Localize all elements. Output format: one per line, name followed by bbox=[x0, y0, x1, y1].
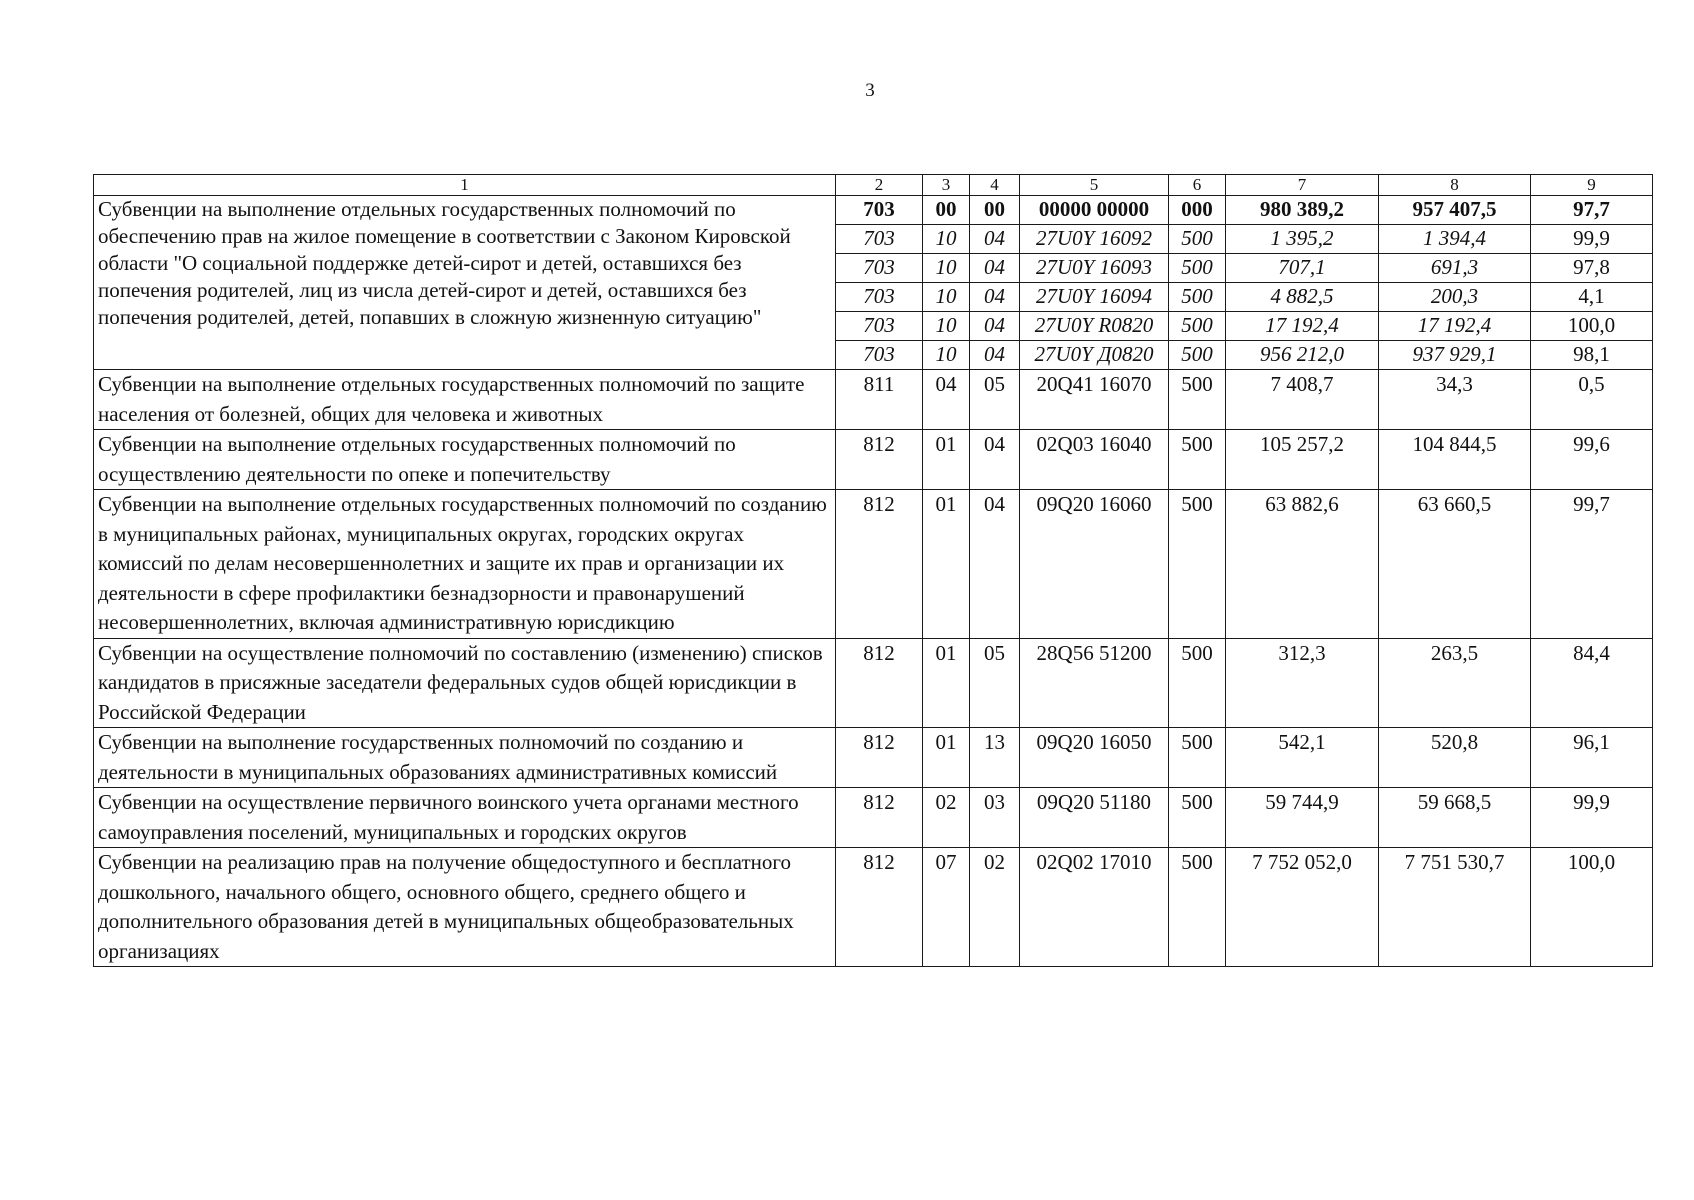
row-description: Субвенции на реализацию прав на получение общедоступного и бесплатного дошкольного, начального общего, основного общего, среднего общего и дополнительного образования детей в муниципальных общеобразовательных организациях bbox=[94, 848, 836, 967]
cell-subsection: 04 bbox=[970, 254, 1020, 283]
cell-subsection: 00 bbox=[970, 196, 1020, 225]
row-description: Субвенции на осуществление первичного воинского учета органами местного самоуправления поселений, муниципальных и городских округов bbox=[94, 788, 836, 848]
table-row bbox=[94, 848, 1653, 967]
cell-section: 10 bbox=[923, 225, 970, 254]
cell-plan: 105 257,2 bbox=[1226, 430, 1379, 490]
cell-admin-code: 703 bbox=[836, 341, 923, 370]
cell-plan: 956 212,0 bbox=[1226, 341, 1379, 370]
row-description: Субвенции на выполнение отдельных государственных полномочий по защите населения от болезней, общих для человека и животных bbox=[94, 370, 836, 430]
cell-section: 10 bbox=[923, 254, 970, 283]
cell-percent: 96,1 bbox=[1531, 728, 1653, 788]
cell-percent: 99,7 bbox=[1531, 490, 1653, 639]
cell-actual: 63 660,5 bbox=[1379, 490, 1531, 639]
cell-admin-code: 812 bbox=[836, 430, 923, 490]
cell-target-article: 27U0Y 16094 bbox=[1020, 283, 1169, 312]
header-cell: 8 bbox=[1379, 175, 1531, 196]
header-row bbox=[94, 175, 1653, 196]
cell-actual: 937 929,1 bbox=[1379, 341, 1531, 370]
cell-expense-type: 500 bbox=[1169, 430, 1226, 490]
cell-plan: 542,1 bbox=[1226, 728, 1379, 788]
cell-subsection: 04 bbox=[970, 312, 1020, 341]
cell-expense-type: 500 bbox=[1169, 728, 1226, 788]
cell-plan: 707,1 bbox=[1226, 254, 1379, 283]
header-cell: 9 bbox=[1531, 175, 1653, 196]
cell-expense-type: 500 bbox=[1169, 490, 1226, 639]
cell-actual: 34,3 bbox=[1379, 370, 1531, 430]
cell-admin-code: 703 bbox=[836, 283, 923, 312]
cell-target-article: 00000 00000 bbox=[1020, 196, 1169, 225]
cell-target-article: 27U0Y 16093 bbox=[1020, 254, 1169, 283]
cell-percent: 0,5 bbox=[1531, 370, 1653, 430]
cell-percent: 99,9 bbox=[1531, 225, 1653, 254]
cell-actual: 957 407,5 bbox=[1379, 196, 1531, 225]
table-row bbox=[94, 490, 1653, 639]
cell-expense-type: 500 bbox=[1169, 254, 1226, 283]
cell-percent: 84,4 bbox=[1531, 638, 1653, 728]
row-description: Субвенции на выполнение отдельных государственных полномочий по обеспечению прав на жилое помещение в соответствии с Законом Кировской области "О социальной поддержке детей-сирот и детей, оставшихся без попечения родителей, лиц из числа детей-сирот и детей, оставшихся без попечения родителей, детей, попавших в сложную жизненную ситуацию" bbox=[94, 196, 836, 370]
cell-section: 00 bbox=[923, 196, 970, 225]
cell-actual: 520,8 bbox=[1379, 728, 1531, 788]
cell-expense-type: 500 bbox=[1169, 788, 1226, 848]
table-row bbox=[94, 728, 1653, 788]
cell-admin-code: 703 bbox=[836, 254, 923, 283]
cell-plan: 312,3 bbox=[1226, 638, 1379, 728]
cell-plan: 63 882,6 bbox=[1226, 490, 1379, 639]
cell-section: 01 bbox=[923, 430, 970, 490]
cell-subsection: 04 bbox=[970, 341, 1020, 370]
cell-subsection: 04 bbox=[970, 430, 1020, 490]
cell-section: 10 bbox=[923, 283, 970, 312]
cell-actual: 1 394,4 bbox=[1379, 225, 1531, 254]
header-cell: 4 bbox=[970, 175, 1020, 196]
header-cell: 7 bbox=[1226, 175, 1379, 196]
row-description: Субвенции на выполнение отдельных государственных полномочий по созданию в муниципальных районах, муниципальных округах, городских округах комиссий по делам несовершеннолетних и защите их прав и организации их деятельности в сфере профилактики безнадзорности и правонарушений несовершеннолетних, включая административную юрисдикцию bbox=[94, 490, 836, 639]
cell-target-article: 27U0Y 16092 bbox=[1020, 225, 1169, 254]
cell-expense-type: 500 bbox=[1169, 312, 1226, 341]
cell-subsection: 03 bbox=[970, 788, 1020, 848]
cell-percent: 100,0 bbox=[1531, 312, 1653, 341]
cell-plan: 7 408,7 bbox=[1226, 370, 1379, 430]
cell-admin-code: 812 bbox=[836, 638, 923, 728]
cell-expense-type: 500 bbox=[1169, 341, 1226, 370]
cell-target-article: 27U0Y Д0820 bbox=[1020, 341, 1169, 370]
cell-section: 02 bbox=[923, 788, 970, 848]
table-row bbox=[94, 638, 1653, 728]
cell-section: 04 bbox=[923, 370, 970, 430]
cell-admin-code: 812 bbox=[836, 788, 923, 848]
cell-expense-type: 500 bbox=[1169, 370, 1226, 430]
cell-actual: 263,5 bbox=[1379, 638, 1531, 728]
cell-admin-code: 812 bbox=[836, 848, 923, 967]
budget-table bbox=[93, 174, 1653, 967]
cell-target-article: 02Q03 16040 bbox=[1020, 430, 1169, 490]
cell-actual: 200,3 bbox=[1379, 283, 1531, 312]
cell-target-article: 27U0Y R0820 bbox=[1020, 312, 1169, 341]
cell-admin-code: 703 bbox=[836, 196, 923, 225]
cell-plan: 1 395,2 bbox=[1226, 225, 1379, 254]
header-cell: 6 bbox=[1169, 175, 1226, 196]
cell-admin-code: 812 bbox=[836, 728, 923, 788]
header-cell: 3 bbox=[923, 175, 970, 196]
cell-plan: 4 882,5 bbox=[1226, 283, 1379, 312]
cell-admin-code: 703 bbox=[836, 312, 923, 341]
cell-percent: 97,8 bbox=[1531, 254, 1653, 283]
cell-subsection: 05 bbox=[970, 370, 1020, 430]
cell-plan: 7 752 052,0 bbox=[1226, 848, 1379, 967]
cell-admin-code: 811 bbox=[836, 370, 923, 430]
row-description: Субвенции на выполнение отдельных государственных полномочий по осуществлению деятельности по опеке и попечительству bbox=[94, 430, 836, 490]
cell-section: 01 bbox=[923, 638, 970, 728]
cell-plan: 980 389,2 bbox=[1226, 196, 1379, 225]
cell-admin-code: 812 bbox=[836, 490, 923, 639]
cell-plan: 59 744,9 bbox=[1226, 788, 1379, 848]
cell-section: 01 bbox=[923, 728, 970, 788]
cell-target-article: 09Q20 16050 bbox=[1020, 728, 1169, 788]
cell-admin-code: 703 bbox=[836, 225, 923, 254]
cell-percent: 99,9 bbox=[1531, 788, 1653, 848]
cell-target-article: 20Q41 16070 bbox=[1020, 370, 1169, 430]
cell-percent: 99,6 bbox=[1531, 430, 1653, 490]
cell-actual: 104 844,5 bbox=[1379, 430, 1531, 490]
cell-expense-type: 500 bbox=[1169, 225, 1226, 254]
cell-subsection: 04 bbox=[970, 490, 1020, 639]
page-number: 3 bbox=[865, 80, 875, 101]
cell-plan: 17 192,4 bbox=[1226, 312, 1379, 341]
cell-target-article: 09Q20 16060 bbox=[1020, 490, 1169, 639]
cell-target-article: 09Q20 51180 bbox=[1020, 788, 1169, 848]
cell-percent: 98,1 bbox=[1531, 341, 1653, 370]
cell-section: 07 bbox=[923, 848, 970, 967]
cell-target-article: 28Q56 51200 bbox=[1020, 638, 1169, 728]
cell-subsection: 02 bbox=[970, 848, 1020, 967]
table-row bbox=[94, 370, 1653, 430]
cell-subsection: 13 bbox=[970, 728, 1020, 788]
cell-subsection: 05 bbox=[970, 638, 1020, 728]
cell-actual: 17 192,4 bbox=[1379, 312, 1531, 341]
cell-section: 01 bbox=[923, 490, 970, 639]
cell-section: 10 bbox=[923, 312, 970, 341]
table-row bbox=[94, 788, 1653, 848]
header-cell: 5 bbox=[1020, 175, 1169, 196]
cell-actual: 691,3 bbox=[1379, 254, 1531, 283]
cell-percent: 97,7 bbox=[1531, 196, 1653, 225]
cell-actual: 7 751 530,7 bbox=[1379, 848, 1531, 967]
row-description: Субвенции на выполнение государственных полномочий по созданию и деятельности в муниципальных образованиях административных комиссий bbox=[94, 728, 836, 788]
table-row bbox=[94, 430, 1653, 490]
header-cell: 1 bbox=[94, 175, 836, 196]
cell-expense-type: 500 bbox=[1169, 638, 1226, 728]
cell-percent: 100,0 bbox=[1531, 848, 1653, 967]
row-description: Субвенции на осуществление полномочий по составлению (изменению) списков кандидатов в присяжные заседатели федеральных судов общей юрисдикции в Российской Федерации bbox=[94, 638, 836, 728]
cell-expense-type: 500 bbox=[1169, 283, 1226, 312]
cell-actual: 59 668,5 bbox=[1379, 788, 1531, 848]
cell-subsection: 04 bbox=[970, 225, 1020, 254]
cell-percent: 4,1 bbox=[1531, 283, 1653, 312]
header-cell: 2 bbox=[836, 175, 923, 196]
table-row bbox=[94, 196, 1653, 225]
cell-section: 10 bbox=[923, 341, 970, 370]
cell-expense-type: 000 bbox=[1169, 196, 1226, 225]
cell-subsection: 04 bbox=[970, 283, 1020, 312]
cell-target-article: 02Q02 17010 bbox=[1020, 848, 1169, 967]
cell-expense-type: 500 bbox=[1169, 848, 1226, 967]
